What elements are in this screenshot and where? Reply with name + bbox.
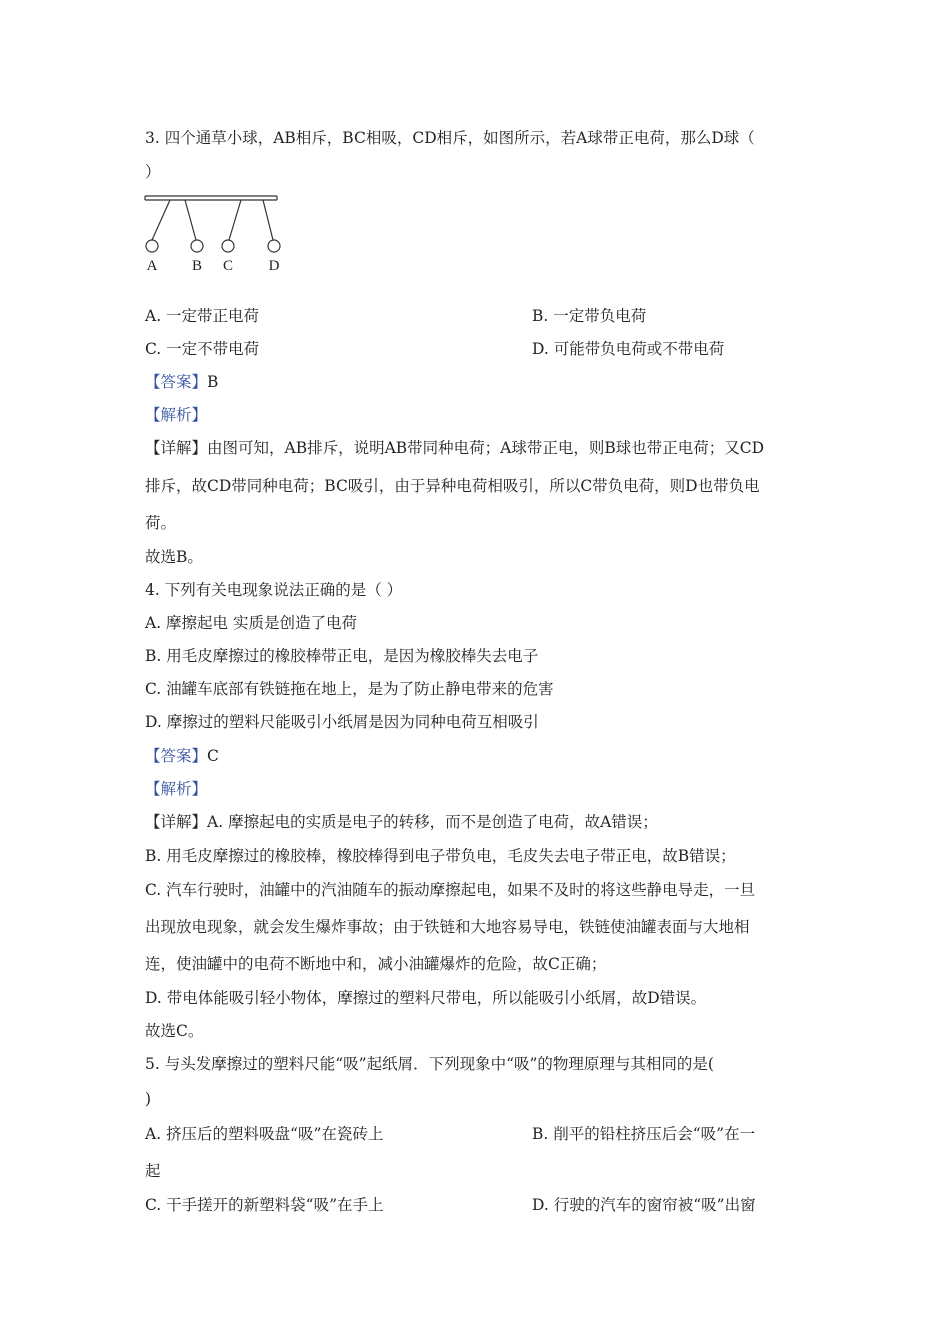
ball-a	[146, 240, 158, 252]
q3-detail-1	[145, 438, 764, 458]
label-b: B	[191, 258, 203, 274]
q4-option-a: A. 摩擦起电 实质是创造了电荷	[145, 614, 357, 632]
q4-stem: 4. 下列有关电现象说法正确的是（ ）	[145, 581, 403, 599]
string-a	[152, 200, 170, 240]
detail-tag: 【详解】	[145, 439, 208, 457]
ball-b	[191, 240, 203, 252]
q3-option-c: C. 一定不带电荷	[145, 340, 260, 358]
q4-detail-1	[145, 812, 658, 832]
answer-tag: 【答案】	[145, 747, 208, 765]
q4-detail-5: 连，使油罐中的电荷不断地中和，减小油罐爆炸的危险，故C正确；	[145, 955, 607, 973]
label-a: A	[146, 258, 158, 274]
q4-analysis-tag: 【解析】	[145, 780, 208, 798]
q4-answer	[145, 746, 219, 766]
q5-option-c: C. 干手搓开的新塑料袋“吸”在手上	[145, 1196, 384, 1214]
q4-option-b: B. 用毛皮摩擦过的橡胶棒带正电，是因为橡胶棒失去电子	[145, 647, 539, 665]
q4-detail-2: B. 用毛皮摩擦过的橡胶棒，橡胶棒得到电子带负电，毛皮失去电子带正电，故B错误；	[145, 847, 736, 865]
q3-option-a: A. 一定带正电荷	[145, 307, 260, 325]
answer-value: C	[207, 747, 219, 765]
string-d	[263, 200, 273, 240]
ball-c	[222, 240, 234, 252]
q5-stem: 5. 与头发摩擦过的塑料尺能“吸”起纸屑．下列现象中“吸”的物理原理与其相同的是(	[145, 1055, 714, 1073]
q3-option-b: B. 一定带负电荷	[532, 307, 647, 325]
q5-option-b-cont: 起	[145, 1162, 161, 1180]
q3-detail-3: 荷。	[145, 514, 177, 532]
q3-stem: 3. 四个通草小球，AB相斥，BC相吸，CD相斥，如图所示，若A球带正电荷，那么D球（	[145, 129, 755, 147]
label-d: D	[268, 258, 280, 274]
detail-text: 由图可知，AB排斥，说明AB带同种电荷；A球带正电，则B球也带正电荷；又CD	[207, 439, 765, 457]
q3-option-d: D. 可能带负电荷或不带电荷	[532, 340, 725, 358]
pendulum-balls-figure	[140, 190, 290, 275]
label-c: C	[222, 258, 234, 274]
q4-detail-3: C. 汽车行驶时，油罐中的汽油随车的振动摩擦起电，如果不及时的将这些静电导走，一旦	[145, 881, 756, 899]
q5-option-a: A. 挤压后的塑料吸盘“吸”在瓷砖上	[145, 1125, 384, 1143]
q4-detail-4: 出现放电现象，就会发生爆炸事故；由于铁链和大地容易导电，铁链使油罐表面与大地相	[145, 918, 750, 936]
q4-detail-6: D. 带电体能吸引轻小物体，摩擦过的塑料尺带电，所以能吸引小纸屑，故D错误。	[145, 989, 707, 1007]
q3-detail-2: 排斥，故CD带同种电荷；BC吸引，由于异种电荷相吸引，所以C带负电荷，则D也带负电	[145, 477, 760, 495]
q3-conclusion: 故选B。	[145, 548, 203, 566]
answer-value: B	[207, 373, 219, 391]
q5-option-d: D. 行驶的汽车的窗帘被“吸”出窗	[532, 1196, 756, 1214]
answer-tag: 【答案】	[145, 373, 208, 391]
q5-stem-close: )	[145, 1090, 152, 1108]
q4-option-c: C. 油罐车底部有铁链拖在地上，是为了防止静电带来的危害	[145, 680, 554, 698]
q3-answer	[145, 372, 218, 392]
string-c	[229, 200, 241, 240]
string-b	[185, 200, 196, 240]
q4-conclusion: 故选C。	[145, 1022, 204, 1040]
detail-tag: 【详解】	[145, 813, 208, 831]
q3-stem-close: ）	[145, 163, 161, 181]
q5-option-b: B. 削平的铅柱挤压后会“吸”在一	[532, 1125, 756, 1143]
detail-text: A. 摩擦起电的实质是电子的转移，而不是创造了电荷，故A错误；	[207, 813, 658, 831]
q4-option-d: D. 摩擦过的塑料尺能吸引小纸屑是因为同种电荷互相吸引	[145, 713, 539, 731]
q3-analysis-tag: 【解析】	[145, 406, 208, 424]
ball-d	[268, 240, 280, 252]
suspension-bar	[145, 196, 277, 200]
